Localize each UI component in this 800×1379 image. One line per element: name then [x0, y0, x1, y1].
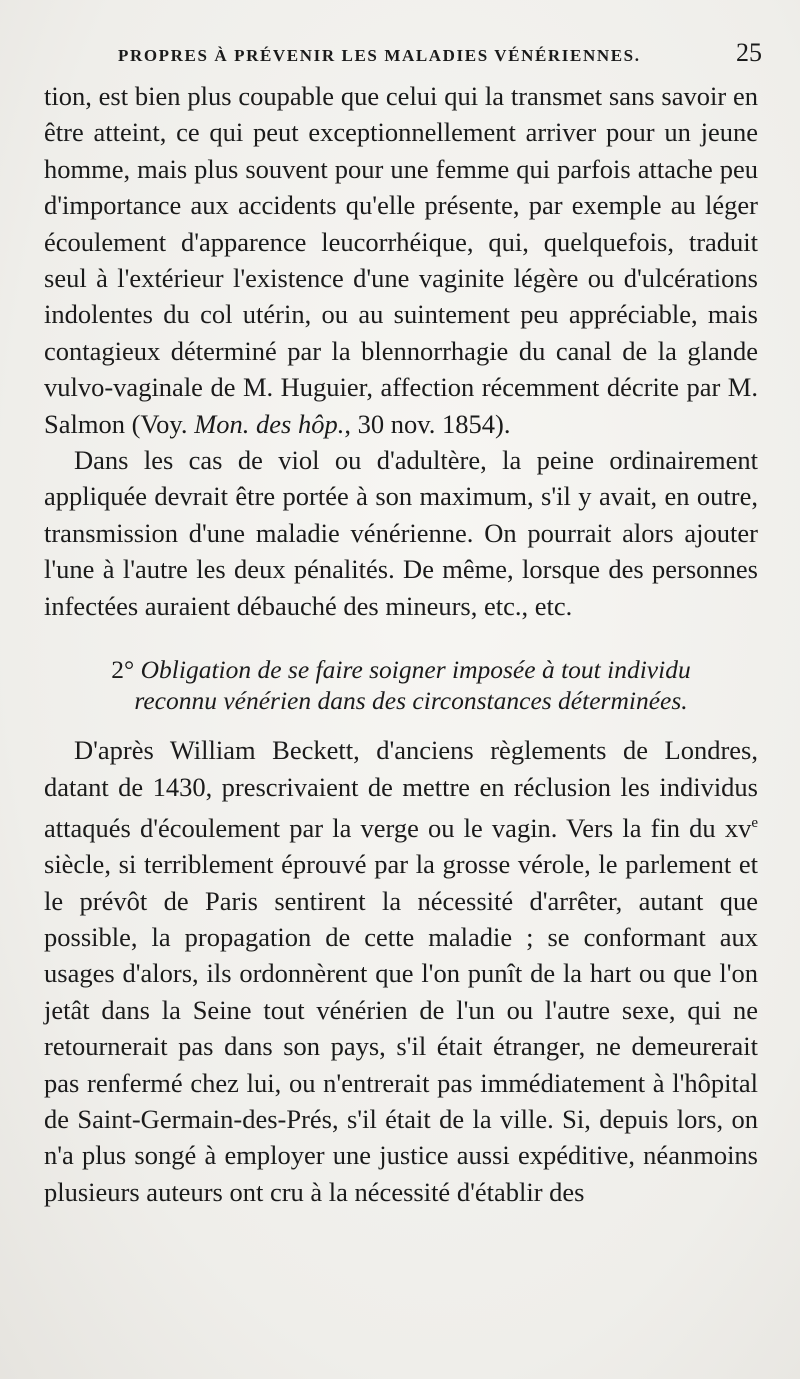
- page-body: [44, 78, 758, 1210]
- section-heading-line2: reconnu vénérien dans des circonstances déterminées.: [134, 686, 688, 716]
- century-superscript: e: [751, 814, 758, 831]
- section-heading-line1: Obligation de se faire soigner imposée à tout individu: [140, 655, 691, 685]
- page-header: [118, 40, 770, 74]
- section-number: 2°: [111, 655, 135, 685]
- running-head: PROPRES À PRÉVENIR LES MALADIES VÉNÉRIENNES.: [118, 46, 641, 65]
- citation-italic: Mon. des hôp.: [194, 408, 345, 439]
- paragraph-1: [44, 78, 758, 442]
- paragraph-1-end: , 30 nov. 1854).: [344, 408, 511, 439]
- paragraph-2: Dans les cas de viol ou d'adultère, la peine ordinairement appliquée devrait être portée à son maximum, s'il y avait, en outre, transmission d'une maladie vénérienne. On pourrait alors ajouter l'une à l'autre les deux pénalités. De même, lorsque des personnes infectées auraient débauché des mineurs, etc., etc.: [44, 445, 758, 621]
- paragraph-3-end: siècle, si terriblement éprouvé par la grosse vérole, le parlement et le prévôt de Paris sentirent la nécessité d'arrêter, autant que possible, la propagation de cette maladie ; se conformant aux usages d'alors, ils ordonnèrent que l'on punît de la hart ou que l'on jetât dans la Seine tout vénérien de l'un ou l'autre sexe, qui ne retournerait pas dans son pays, s'il était étranger, ne demeurerait pas renfermé chez lui, ou n'entrerait pas immédiatement à l'hôpital de Saint-Germain-des-Prés, s'il était de la ville. Si, depuis lors, on n'a plus songé à employer une justice aussi expéditive, néanmoins plusieurs auteurs ont cru à la nécessité d'établir des: [44, 849, 758, 1207]
- section-heading: [44, 654, 758, 716]
- paragraph-3-text: D'après William Beckett, d'anciens règlements de Londres, datant de 1430, prescrivaient de mettre en réclusion les individus attaqués d'écoulement par la verge ou le vagin. Vers la fin du xv: [44, 735, 758, 843]
- paragraph-3: [44, 732, 758, 1210]
- page-number: 25: [736, 38, 762, 67]
- paragraph-1-text: tion, est bien plus coupable que celui qui la transmet sans savoir en être atteint, ce qui peut exceptionnellement arriver pour un jeune homme, mais plus souvent pour une femme qui parfois attache peu d'importance aux accidents qu'elle présente, par exemple au léger écoulement d'apparence leucorrhéique, qui, quelquefois, traduit seul à l'extérieur l'existence d'une vaginite légère ou d'ulcérations indolentes du col utérin, ou au suintement peu appréciable, mais contagieux déterminé par la blennorrhagie du canal de la glande vulvo-vaginale de M. Huguier, affection récemment décrite par M. Salmon (Voy.: [44, 81, 758, 439]
